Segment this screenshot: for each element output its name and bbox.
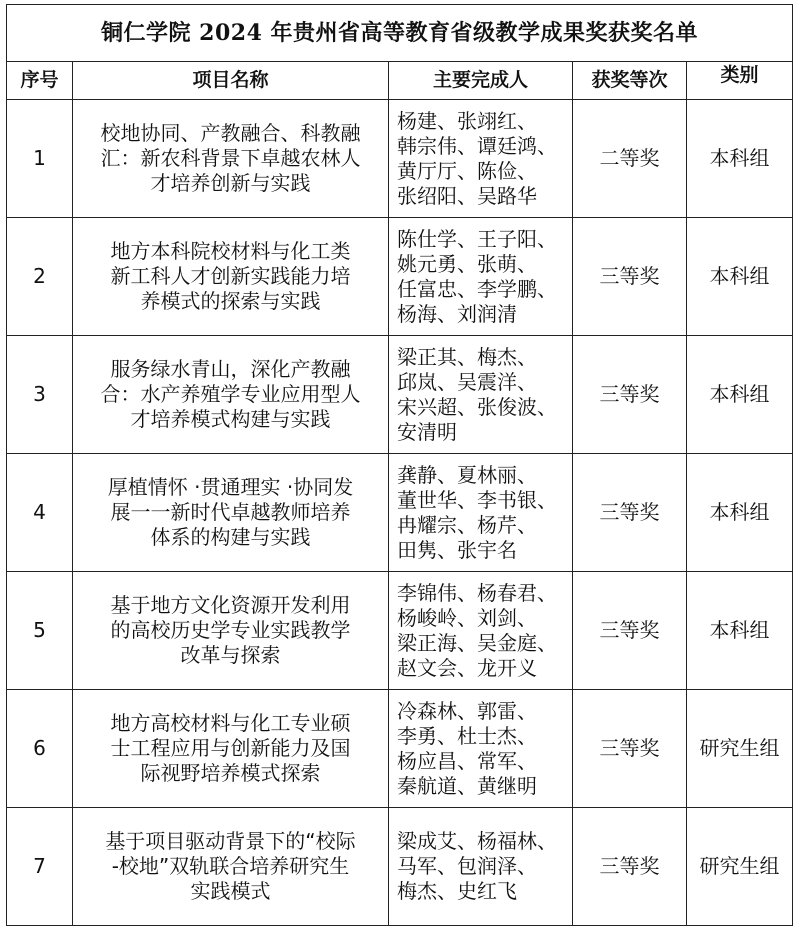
project-name-line: 体系的构建与实践 (150, 525, 311, 549)
row-people (389, 808, 573, 926)
project-name-line: 合：水产养殖学专业应用型人 (100, 382, 361, 406)
award-table (6, 4, 793, 926)
row-project-name (73, 100, 389, 218)
people-line: 杨建、张翊红、 (397, 108, 537, 133)
row-seq: 4 (7, 454, 73, 572)
people-line: 黄厅厅、陈俭、 (397, 158, 537, 183)
row-award-level: 三等奖 (573, 218, 687, 336)
header-level: 获奖等次 (573, 62, 687, 100)
table-row (7, 336, 793, 454)
project-name-line: 基于地方文化资源开发利用 (110, 593, 351, 617)
project-name-line: 改革与探索 (180, 643, 281, 667)
row-seq: 2 (7, 218, 73, 336)
row-people (389, 336, 573, 454)
table-title: 铜仁学院 2024 年贵州省高等教育省级教学成果奖获奖名单 (7, 5, 793, 62)
row-seq: 5 (7, 572, 73, 690)
people-line: 秦航道、黄继明 (397, 773, 537, 798)
row-award-level: 三等奖 (573, 572, 687, 690)
header-project: 项目名称 (73, 62, 389, 100)
people-line: 杨海、刘润清 (397, 301, 517, 326)
row-award-level: 三等奖 (573, 808, 687, 926)
people-line: 梅杰、史红飞 (397, 879, 517, 903)
row-category: 本科组 (687, 572, 793, 690)
people-line: 邱岚、吴震洋、 (397, 369, 537, 394)
people-line: 姚元勇、张萌、 (397, 251, 537, 276)
project-name-line: 际视野培养模式探索 (140, 761, 321, 785)
people-line: 李勇、杜士杰、 (397, 723, 537, 748)
project-name-line: 展一一新时代卓越教师培养 (110, 500, 351, 524)
row-award-level: 三等奖 (573, 690, 687, 808)
people-line: 宋兴超、张俊波、 (397, 394, 557, 419)
row-project-name (73, 690, 389, 808)
project-name-line: 校地协同、产教融合、科教融 (100, 121, 361, 145)
row-people (389, 572, 573, 690)
people-line: 梁正其、梅杰、 (397, 344, 537, 369)
people-line: 田隽、张宇名 (397, 537, 517, 562)
row-seq: 6 (7, 690, 73, 808)
table-row (7, 572, 793, 690)
project-name-line: 新工科人才创新实践能力培 (110, 264, 351, 288)
row-people (389, 218, 573, 336)
row-project-name (73, 808, 389, 926)
project-name-line: 的高校历史学专业实践教学 (110, 618, 351, 642)
people-line: 张绍阳、吴路华 (397, 183, 537, 208)
project-name-line: 汇：新农科背景下卓越农林人 (100, 146, 361, 170)
people-line: 冉耀宗、杨芹、 (397, 512, 537, 537)
header-category: 类别 (687, 62, 793, 100)
project-name-line: 地方高校材料与化工专业硕 (110, 711, 351, 735)
people-line: 董世华、李书银、 (397, 487, 557, 512)
table-row (7, 454, 793, 572)
row-category: 研究生组 (687, 690, 793, 808)
people-line: 李锦伟、杨春君、 (397, 580, 557, 605)
table-row (7, 808, 793, 926)
title-row (7, 5, 793, 62)
row-category: 本科组 (687, 454, 793, 572)
row-project-name (73, 218, 389, 336)
row-project-name (73, 572, 389, 690)
row-category: 本科组 (687, 336, 793, 454)
people-line: 龚静、夏林丽、 (397, 462, 537, 487)
project-name-line: 养模式的探索与实践 (140, 289, 321, 313)
people-line: 梁正海、吴金庭、 (397, 630, 557, 655)
row-seq: 1 (7, 100, 73, 218)
table-row (7, 218, 793, 336)
row-award-level: 三等奖 (573, 454, 687, 572)
project-name-line: 地方本科院校材料与化工类 (110, 239, 351, 263)
row-people (389, 454, 573, 572)
row-category: 研究生组 (687, 808, 793, 926)
table-row (7, 100, 793, 218)
row-award-level: 三等奖 (573, 336, 687, 454)
row-seq: 3 (7, 336, 73, 454)
project-name-line: 厚植情怀 ·贯通理实 ·协同发 (107, 475, 354, 499)
people-line: 陈仕学、王子阳、 (397, 226, 557, 251)
project-name-line: 士工程应用与创新能力及国 (110, 736, 351, 760)
project-name-line: 实践模式 (190, 879, 271, 903)
row-people (389, 100, 573, 218)
people-line: 赵文会、龙开义 (397, 655, 537, 680)
people-line: 马军、包润泽、 (397, 854, 537, 878)
people-line: 韩宗伟、谭廷鸿、 (397, 133, 557, 158)
people-line: 任富忠、李学鹏、 (397, 276, 557, 301)
row-category: 本科组 (687, 218, 793, 336)
row-project-name (73, 336, 389, 454)
row-project-name (73, 454, 389, 572)
header-row (7, 62, 793, 100)
people-line: 梁成艾、杨福林、 (397, 829, 557, 853)
project-name-line: -校地”双轨联合培养研究生 (111, 854, 350, 878)
project-name-line: 才培养创新与实践 (150, 171, 311, 195)
project-name-line: 基于项目驱动背景下的“校际 (105, 829, 356, 853)
table-row (7, 690, 793, 808)
row-category: 本科组 (687, 100, 793, 218)
project-name-line: 服务绿水青山，深化产教融 (110, 357, 351, 381)
row-people (389, 690, 573, 808)
row-award-level: 二等奖 (573, 100, 687, 218)
people-line: 杨峻岭、刘剑、 (397, 605, 537, 630)
header-seq: 序号 (7, 62, 73, 100)
people-line: 安清明 (397, 419, 457, 444)
row-seq: 7 (7, 808, 73, 926)
header-people: 主要完成人 (389, 62, 573, 100)
project-name-line: 才培养模式构建与实践 (130, 407, 331, 431)
people-line: 冷森林、郭雷、 (397, 698, 537, 723)
people-line: 杨应昌、常军、 (397, 748, 537, 773)
